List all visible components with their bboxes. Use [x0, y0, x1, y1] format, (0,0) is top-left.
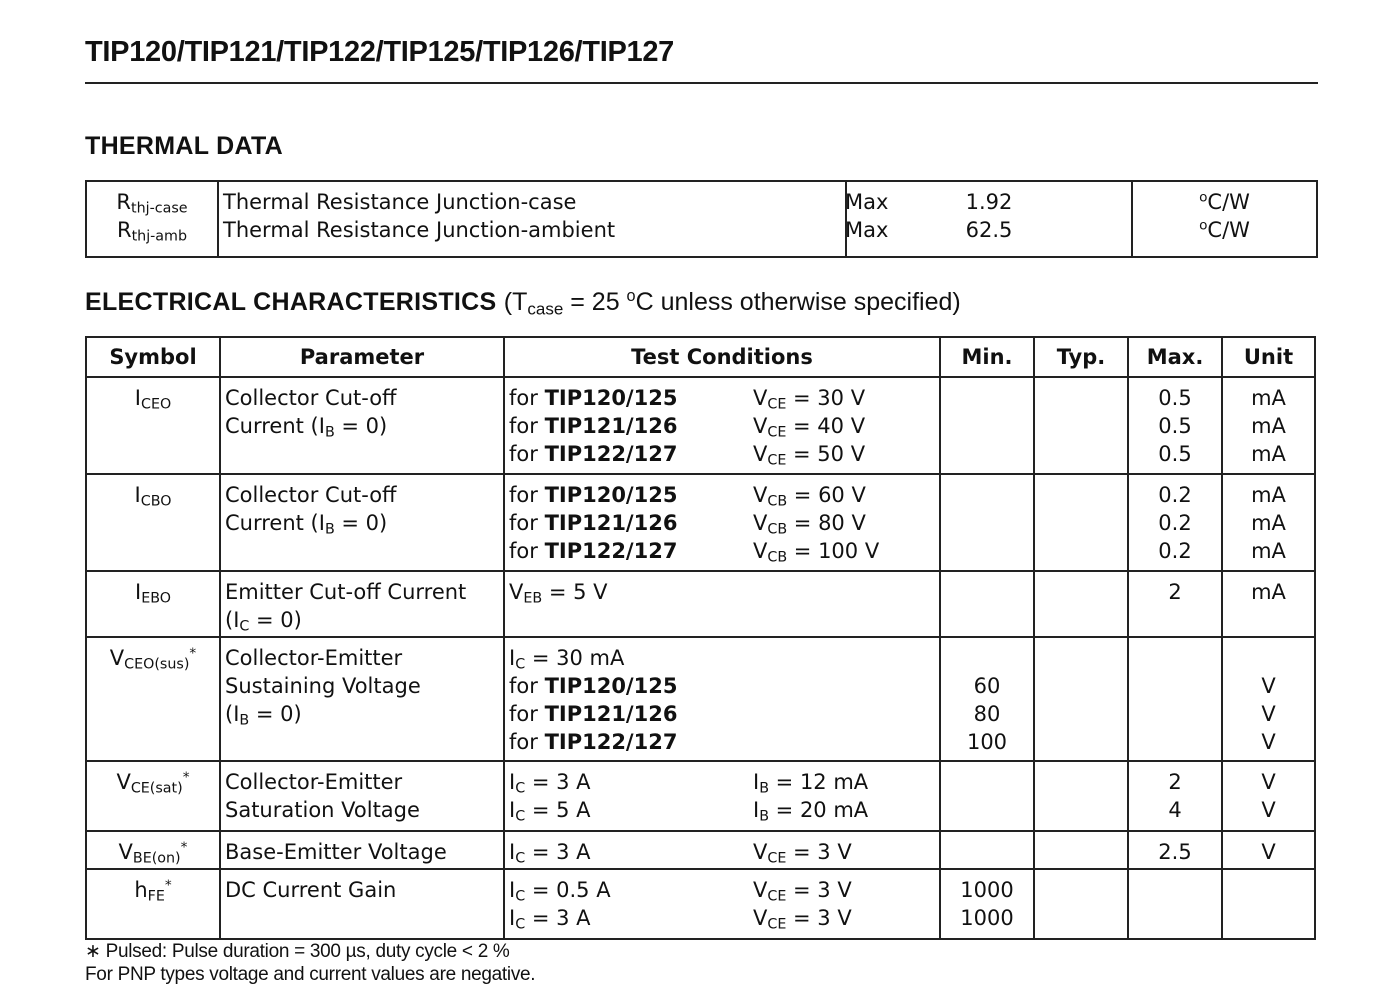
unit-cell: V V: [1222, 761, 1315, 831]
test-conditions-cell: $I_C = 3$ A $I_B = 12$ mA $I_C = 5$ A $I_B = 20$ mA: [504, 761, 940, 831]
table-row: [86, 571, 1315, 637]
max-cell: 0.5 0.5 0.5: [1128, 377, 1222, 474]
symbol-cell: $I_{EBO}$: [86, 571, 220, 637]
unit-cell: mA mA mA: [1222, 377, 1315, 474]
thermal-table: [85, 180, 1318, 258]
max-cell: 0.2 0.2 0.2: [1128, 474, 1222, 571]
min-cell: [940, 571, 1034, 637]
footnote-pulsed: ∗ Pulsed: Pulse duration = 300 µs, duty cycle < 2 %: [85, 941, 510, 962]
typ-cell: [1034, 377, 1128, 474]
test-conditions-cell: for TIP120/125 $V_{CB} = 60$ V for TIP121/126 $V_{CB} = 80$ V for TIP122/127 $V_{CB} = 100$ V: [504, 474, 940, 571]
col-max: Max.: [1128, 337, 1222, 377]
min-cell: [940, 377, 1034, 474]
unit-cell: mA mA mA: [1222, 474, 1315, 571]
symbol-cell: $V_{CEO(sus)}^*$: [86, 637, 220, 761]
max-cell: [1128, 637, 1222, 761]
typ-cell: [1034, 761, 1128, 831]
typ-cell: [1034, 869, 1128, 939]
test-conditions-cell: for TIP120/125 $V_{CE} = 30$ V for TIP121/126 $V_{CE} = 40$ V for TIP122/127 $V_{CE} = 50$ V: [504, 377, 940, 474]
test-conditions-cell: $I_C = 0.5$ A $V_{CE} = 3$ V $I_C = 3$ A $V_{CE} = 3$ V: [504, 869, 940, 939]
page-title: TIP120/TIP121/TIP122/TIP125/TIP126/TIP127: [85, 36, 674, 68]
max-cell: 2: [1128, 571, 1222, 637]
symbol-cell: $h_{FE}^*$: [86, 869, 220, 939]
table-row: [86, 831, 1315, 869]
electrical-table: [85, 336, 1316, 940]
typ-cell: [1034, 571, 1128, 637]
parameter-cell: Collector-Emitter Saturation Voltage: [220, 761, 504, 831]
min-cell: 1000 1000: [940, 869, 1034, 939]
min-cell: [940, 761, 1034, 831]
max-cell: 2.5: [1128, 831, 1222, 869]
unit-cell: [1222, 869, 1315, 939]
table-row: [86, 474, 1315, 571]
parameter-cell: DC Current Gain: [220, 869, 504, 939]
col-symbol: Symbol: [86, 337, 220, 377]
max-cell: 2 4: [1128, 761, 1222, 831]
parameter-cell: Collector Cut-off Current $(I_B = 0)$: [220, 474, 504, 571]
col-test-conditions: Test Conditions: [504, 337, 940, 377]
col-typ: Typ.: [1034, 337, 1128, 377]
symbol-cell: $V_{BE(on)}^*$: [86, 831, 220, 869]
title-rule: [85, 82, 1318, 84]
col-unit: Unit: [1222, 337, 1315, 377]
max-cell: [1128, 869, 1222, 939]
parameter-cell: Base-Emitter Voltage: [220, 831, 504, 869]
parameter-cell: Emitter Cut-off Current $(I_C = 0)$: [220, 571, 504, 637]
typ-cell: [1034, 831, 1128, 869]
thermal-parameters: Thermal Resistance Junction-case Max Thermal Resistance Junction-ambient Max: [218, 181, 846, 257]
typ-cell: [1034, 637, 1128, 761]
test-conditions-cell: $I_C = 30$ mA for TIP120/125 for TIP121/126 for TIP122/127: [504, 637, 940, 761]
table-row: [86, 377, 1315, 474]
symbol-cell: $I_{CEO}$: [86, 377, 220, 474]
symbol-cell: $I_{CBO}$: [86, 474, 220, 571]
thermal-units: $^o$C/W $^o$C/W: [1132, 181, 1317, 257]
unit-cell: V: [1222, 831, 1315, 869]
parameter-cell: Collector Cut-off Current $(I_B = 0)$: [220, 377, 504, 474]
thermal-heading: THERMAL DATA: [85, 132, 284, 160]
min-cell: 60 80 100: [940, 637, 1034, 761]
test-conditions-cell: $V_{EB} = 5$ V: [504, 571, 940, 637]
parameter-cell: Collector-Emitter Sustaining Voltage $(I_B = 0)$: [220, 637, 504, 761]
table-row: [86, 869, 1315, 939]
min-cell: [940, 474, 1034, 571]
unit-cell: mA: [1222, 571, 1315, 637]
col-min: Min.: [940, 337, 1034, 377]
table-row: [86, 181, 1317, 257]
thermal-values: 1.92 62.5: [846, 181, 1132, 257]
electrical-heading: ELECTRICAL CHARACTERISTICS ($T_{case} = 25$ $^o$C unless otherwise specified): [85, 287, 961, 319]
table-row: [86, 761, 1315, 831]
min-cell: [940, 831, 1034, 869]
col-parameter: Parameter: [220, 337, 504, 377]
unit-cell: V V V: [1222, 637, 1315, 761]
table-header-row: [86, 337, 1315, 377]
typ-cell: [1034, 474, 1128, 571]
symbol-cell: $V_{CE(sat)}^*$: [86, 761, 220, 831]
table-row: [86, 637, 1315, 761]
test-conditions-cell: $I_C = 3$ A $V_{CE} = 3$ V: [504, 831, 940, 869]
footnote-pnp: For PNP types voltage and current values are negative.: [85, 964, 536, 985]
thermal-symbols: $R_{thj-case}$ $R_{thj-amb}$: [86, 181, 218, 257]
